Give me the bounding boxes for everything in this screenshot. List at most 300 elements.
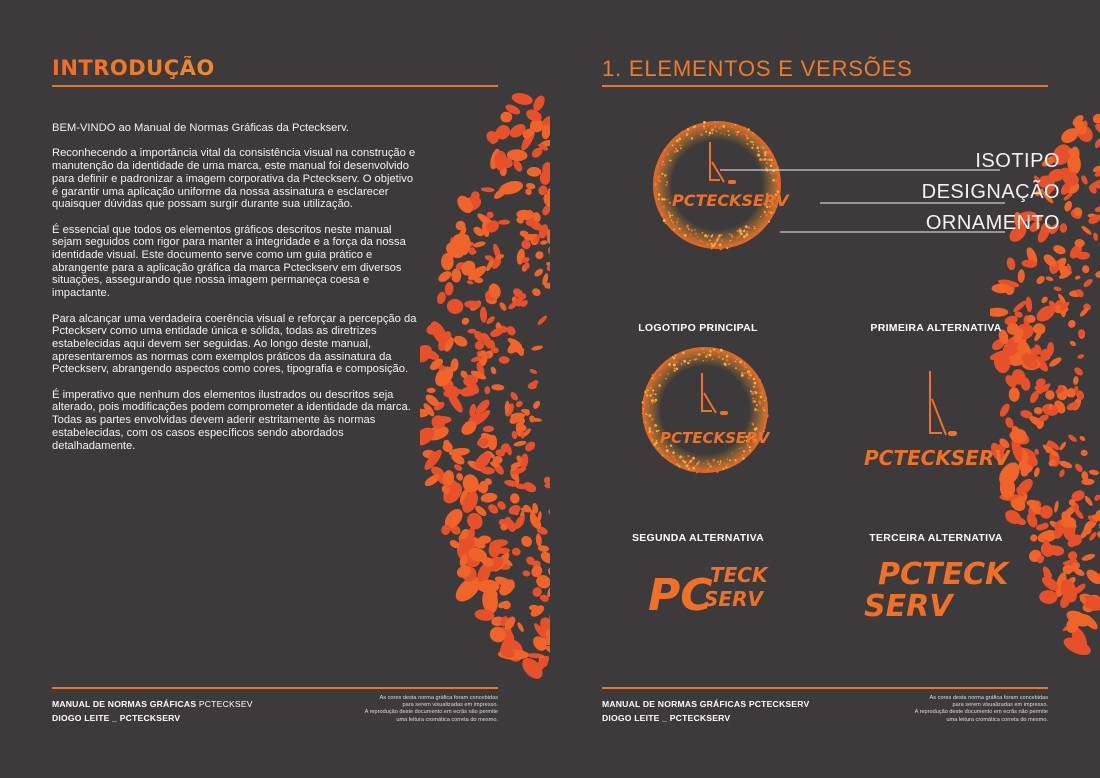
ornament-dot bbox=[990, 308, 1008, 317]
halo-dot bbox=[664, 149, 667, 152]
halo-dot bbox=[674, 141, 675, 142]
halo-dot bbox=[728, 363, 731, 366]
halo-dot bbox=[704, 234, 707, 237]
ornament-dot bbox=[532, 399, 542, 410]
halo-dot bbox=[770, 172, 772, 174]
halo-dot bbox=[711, 247, 713, 249]
halo-dot bbox=[678, 455, 679, 456]
halo-dot bbox=[654, 424, 657, 427]
halo-dot bbox=[716, 470, 719, 473]
halo-dot bbox=[731, 234, 733, 236]
ornament-dot bbox=[483, 425, 495, 432]
ornament-dot bbox=[452, 334, 469, 349]
halo-dot bbox=[753, 400, 755, 402]
footer-manual-label: MANUAL DE NORMAS GRÁFICAS PCTECKSERV bbox=[602, 699, 810, 709]
halo-dot bbox=[683, 360, 686, 363]
halo-dot bbox=[751, 141, 752, 142]
ornament-dot bbox=[1093, 121, 1100, 137]
halo-dot bbox=[692, 359, 693, 360]
ornament-dot bbox=[529, 368, 538, 375]
halo-dot bbox=[747, 128, 749, 130]
halo-dot bbox=[700, 463, 701, 464]
halo-dot bbox=[674, 361, 675, 362]
ornament-dot bbox=[519, 534, 534, 549]
halo-dot bbox=[721, 234, 723, 236]
halo-dot bbox=[721, 240, 723, 242]
halo-dot bbox=[710, 465, 711, 466]
footer-rule bbox=[602, 687, 1048, 689]
halo-dot bbox=[675, 225, 677, 227]
halo-dot bbox=[671, 220, 672, 221]
halo-dot bbox=[743, 127, 746, 130]
halo-dot bbox=[665, 175, 666, 176]
label-terceira-alternativa: TERCEIRA ALTERNATIVA bbox=[869, 532, 1003, 544]
halo-dot bbox=[754, 233, 756, 235]
halo-dot bbox=[739, 235, 741, 237]
halo-dot bbox=[705, 355, 707, 357]
halo-dot bbox=[659, 374, 661, 376]
halo-dot bbox=[744, 373, 745, 374]
halo-dot bbox=[665, 222, 667, 224]
halo-dot bbox=[760, 216, 761, 217]
halo-dot bbox=[715, 126, 716, 127]
halo-dot bbox=[669, 452, 670, 453]
logo-terceira-alternativa bbox=[862, 556, 1012, 624]
halo-dot bbox=[661, 375, 662, 376]
halo-dot bbox=[774, 163, 775, 164]
logo-serv-mark: SERV bbox=[864, 589, 953, 624]
halo-dot bbox=[670, 366, 671, 367]
halo-dot bbox=[666, 178, 667, 179]
halo-dot bbox=[772, 174, 773, 175]
ornament-dot bbox=[1033, 406, 1043, 415]
halo-dot bbox=[702, 348, 703, 349]
halo-dot bbox=[707, 462, 710, 465]
ornament-dot bbox=[1082, 265, 1090, 274]
note-line: para serem visualizadas em impresso. bbox=[952, 702, 1048, 709]
ornament-dot bbox=[466, 280, 474, 285]
ornament-dot bbox=[444, 282, 454, 296]
halo-dot bbox=[712, 459, 715, 462]
label-logo-principal: LOGOTIPO PRINCIPAL bbox=[638, 322, 758, 334]
halo-dot bbox=[658, 193, 661, 196]
halo-dot bbox=[645, 413, 647, 415]
halo-dot bbox=[667, 373, 669, 375]
halo-dot bbox=[738, 369, 739, 370]
halo-dot bbox=[718, 356, 721, 359]
halo-dot bbox=[766, 417, 767, 418]
halo-dot bbox=[729, 460, 731, 462]
ornament-dot bbox=[1074, 275, 1081, 280]
halo-dot bbox=[697, 236, 698, 237]
halo-dot bbox=[752, 423, 755, 426]
halo-dot bbox=[642, 413, 643, 414]
halo-dot bbox=[661, 173, 663, 175]
halo-dot bbox=[769, 154, 771, 156]
halo-dot bbox=[678, 141, 680, 143]
halo-dot bbox=[692, 458, 693, 459]
halo-dot bbox=[740, 232, 743, 235]
halo-dot bbox=[736, 359, 737, 360]
ornament-dot bbox=[501, 599, 513, 611]
halo-dot bbox=[652, 393, 654, 395]
halo-dot bbox=[657, 448, 658, 449]
dotted-arc-ornament bbox=[420, 85, 550, 685]
ornament-dot bbox=[535, 533, 542, 547]
ornament-dot bbox=[534, 250, 545, 261]
halo-dot bbox=[656, 440, 657, 441]
halo-dot bbox=[703, 352, 704, 353]
halo-dot bbox=[652, 389, 654, 391]
halo-dot bbox=[655, 186, 656, 187]
ornament-dot bbox=[1053, 286, 1062, 292]
halo-dot bbox=[756, 405, 758, 407]
halo-dot bbox=[709, 135, 710, 136]
halo-dot bbox=[681, 131, 683, 133]
ornament-dot bbox=[451, 269, 461, 283]
halo-dot bbox=[682, 145, 683, 146]
halo-dot bbox=[724, 134, 725, 135]
halo-dot bbox=[736, 237, 738, 239]
intro-paragraph: Reconhecendo a importância vital da consistência visual na construção e manutenção da identidade de uma marca, este manual foi desenvolvido para definir e padronizar a imagem corporativa da Pcteckserv. O objetivo é garantir uma aplicação uniforme da nossa assinatura e esclarecer quaisquer dúvidas que possam surgir durante sua utilização. bbox=[52, 147, 416, 211]
halo-dot bbox=[657, 175, 660, 178]
ornament-dot bbox=[531, 345, 543, 352]
halo-dot bbox=[725, 466, 727, 468]
halo-dot bbox=[762, 406, 765, 409]
logo-wordmark: PCTECKSERV bbox=[864, 446, 1010, 470]
logo-principal bbox=[640, 345, 770, 475]
halo-dot bbox=[758, 151, 760, 153]
halo-dot bbox=[735, 131, 737, 133]
ornament-dot bbox=[1073, 376, 1079, 385]
ornament-dot bbox=[1008, 387, 1020, 402]
halo-dot bbox=[743, 235, 746, 238]
halo-dot bbox=[771, 162, 773, 164]
ornament-dot bbox=[1077, 353, 1085, 359]
halo-dot bbox=[647, 414, 648, 415]
halo-dot bbox=[764, 154, 766, 156]
halo-dot bbox=[695, 358, 697, 360]
ornament-dot bbox=[1067, 433, 1078, 443]
halo-dot bbox=[647, 389, 649, 391]
halo-dot bbox=[694, 229, 696, 231]
halo-dot bbox=[726, 355, 729, 358]
halo-dot bbox=[739, 230, 742, 233]
halo-dot bbox=[771, 159, 773, 161]
halo-dot bbox=[651, 418, 654, 421]
halo-dot bbox=[676, 221, 678, 223]
halo-dot bbox=[664, 180, 665, 181]
halo-dot bbox=[761, 223, 763, 225]
halo-dot bbox=[649, 429, 651, 431]
halo-dot bbox=[671, 144, 672, 145]
halo-dot bbox=[695, 466, 696, 467]
ornament-dot bbox=[1083, 495, 1094, 507]
halo-dot bbox=[698, 354, 700, 356]
halo-dot bbox=[703, 121, 706, 124]
ornament-dot bbox=[1094, 205, 1100, 213]
halo-dot bbox=[705, 131, 707, 133]
halo-dot bbox=[687, 362, 689, 364]
halo-dot bbox=[712, 358, 714, 360]
halo-dot bbox=[676, 368, 679, 371]
ornament-dot bbox=[1094, 138, 1100, 149]
footer-print-note bbox=[278, 695, 498, 724]
halo-dot bbox=[748, 373, 750, 375]
intro-body bbox=[52, 122, 420, 465]
halo-dot bbox=[673, 455, 676, 458]
halo-dot bbox=[766, 397, 767, 398]
elements-title: 1. ELEMENTOS E VERSÕES bbox=[602, 56, 913, 81]
halo-dot bbox=[776, 167, 779, 170]
ornament-dot bbox=[508, 492, 521, 505]
ornament-dot bbox=[498, 301, 508, 312]
halo-dot bbox=[670, 141, 672, 143]
halo-dot bbox=[745, 225, 748, 228]
halo-dot bbox=[645, 390, 647, 392]
halo-dot bbox=[754, 382, 757, 385]
halo-dot bbox=[649, 414, 652, 417]
halo-dot bbox=[674, 370, 676, 372]
note-line: A reprodução deste documento em ecrãs não permite bbox=[364, 709, 498, 716]
halo-dot bbox=[758, 379, 760, 381]
halo-dot bbox=[672, 451, 675, 454]
halo-dot bbox=[686, 132, 687, 133]
halo-dot bbox=[694, 238, 695, 239]
ornament-dot bbox=[436, 269, 453, 284]
halo-dot bbox=[752, 132, 754, 134]
halo-dot bbox=[673, 228, 675, 230]
footer-rule bbox=[52, 687, 498, 689]
halo-dot bbox=[688, 462, 690, 464]
halo-dot bbox=[677, 218, 679, 220]
halo-dot bbox=[732, 453, 733, 454]
halo-dot bbox=[672, 215, 673, 216]
ornament-dot bbox=[1092, 232, 1098, 241]
halo-dot bbox=[720, 465, 722, 467]
ornament-dot bbox=[513, 440, 527, 447]
halo-dot bbox=[695, 233, 696, 234]
ornament-dot bbox=[1069, 340, 1077, 347]
ornament-dot bbox=[473, 240, 487, 248]
halo-dot bbox=[773, 162, 774, 163]
footer-credits bbox=[602, 697, 809, 725]
halo-dot bbox=[749, 449, 751, 451]
ornament-dot bbox=[1080, 449, 1088, 456]
halo-dot bbox=[674, 151, 677, 154]
ornament-dot bbox=[522, 570, 531, 577]
halo-dot bbox=[754, 228, 756, 230]
halo-dot bbox=[687, 128, 690, 131]
halo-dot bbox=[720, 462, 722, 464]
halo-dot bbox=[688, 469, 689, 470]
halo-dot bbox=[717, 351, 719, 353]
ornament-dot bbox=[1058, 469, 1066, 478]
halo-dot bbox=[679, 456, 682, 459]
halo-dot bbox=[711, 243, 713, 245]
halo-dot bbox=[652, 402, 654, 404]
halo-dot bbox=[661, 214, 662, 215]
halo-dot bbox=[765, 214, 768, 217]
halo-dot bbox=[680, 148, 682, 150]
ornament-dot bbox=[540, 240, 548, 246]
halo-dot bbox=[719, 247, 722, 250]
halo-dot bbox=[664, 164, 666, 166]
halo-dot bbox=[661, 160, 663, 162]
ornament-dot bbox=[1081, 552, 1096, 562]
halo-dot bbox=[772, 179, 775, 182]
halo-dot bbox=[679, 228, 681, 230]
isotipo-mouse bbox=[728, 180, 736, 184]
halo-dot bbox=[751, 392, 754, 395]
footer-credits bbox=[52, 697, 253, 725]
halo-dot bbox=[667, 456, 668, 457]
ornament-dot bbox=[1059, 223, 1068, 233]
ornament-dot bbox=[1035, 274, 1046, 285]
halo-dot bbox=[765, 211, 766, 212]
ornament-dot bbox=[446, 297, 465, 315]
logo-segunda-alternativa bbox=[646, 560, 796, 620]
ornament-dot bbox=[1073, 462, 1084, 473]
halo-dot bbox=[735, 361, 737, 363]
halo-dot bbox=[709, 354, 712, 357]
halo-dot bbox=[676, 140, 679, 143]
halo-dot bbox=[669, 216, 671, 218]
halo-dot bbox=[762, 391, 764, 393]
halo-dot bbox=[752, 398, 753, 399]
halo-dot bbox=[669, 202, 671, 204]
halo-dot bbox=[728, 134, 730, 136]
halo-dot bbox=[773, 212, 774, 213]
halo-dot bbox=[668, 159, 669, 160]
halo-dot bbox=[711, 132, 713, 134]
ornament-dot bbox=[1040, 295, 1049, 304]
halo-dot bbox=[711, 245, 713, 247]
ornament-dot bbox=[498, 219, 510, 225]
footer-author: DIOGO LEITE _ PCTECKSERV bbox=[52, 713, 181, 723]
halo-dot bbox=[746, 231, 749, 234]
halo-dot bbox=[753, 144, 754, 145]
halo-dot bbox=[655, 442, 658, 445]
halo-dot bbox=[710, 127, 713, 130]
halo-dot bbox=[673, 363, 676, 366]
halo-dot bbox=[688, 228, 690, 230]
halo-dot bbox=[657, 433, 658, 434]
halo-dot bbox=[658, 198, 660, 200]
halo-dot bbox=[652, 432, 654, 434]
ornament-dot bbox=[1096, 530, 1100, 540]
ornament-dot bbox=[1067, 319, 1077, 329]
halo-dot bbox=[715, 468, 716, 469]
halo-dot bbox=[727, 458, 729, 460]
halo-dot bbox=[653, 176, 656, 179]
halo-dot bbox=[764, 400, 766, 402]
halo-dot bbox=[759, 403, 761, 405]
logo-serv-mark: SERV bbox=[704, 587, 763, 611]
halo-dot bbox=[766, 414, 769, 417]
ornament-circle bbox=[653, 121, 781, 249]
halo-dot bbox=[739, 448, 740, 449]
ornament-dot bbox=[1079, 435, 1087, 442]
halo-dot bbox=[709, 350, 711, 352]
logo-pcteck-mark: PCTECK bbox=[878, 557, 1009, 592]
halo-dot bbox=[662, 155, 664, 157]
halo-dot bbox=[659, 368, 661, 370]
halo-dot bbox=[650, 387, 651, 388]
halo-dot bbox=[706, 460, 708, 462]
ornament-dot bbox=[498, 356, 510, 364]
halo-dot bbox=[741, 447, 742, 448]
halo-dot bbox=[678, 134, 681, 137]
halo-dot bbox=[649, 433, 652, 436]
halo-dot bbox=[662, 206, 665, 209]
halo-dot bbox=[666, 185, 668, 187]
halo-dot bbox=[761, 158, 764, 161]
ornament-dot bbox=[1093, 493, 1100, 502]
halo-dot bbox=[743, 230, 745, 232]
halo-dot bbox=[775, 180, 777, 182]
halo-dot bbox=[721, 125, 723, 127]
halo-dot bbox=[669, 215, 671, 217]
ornament-dot bbox=[484, 386, 490, 394]
halo-dot bbox=[730, 240, 732, 242]
label-segunda-alternativa: SEGUNDA ALTERNATIVA bbox=[631, 532, 765, 544]
intro-paragraph: Para alcançar uma verdadeira coerência visual e reforçar a percepção da Pcteckserv como uma entidade única e sólida, todas as diretrizes estabelecidas aqui devem ser seguidas. Ao longo deste manual, apresentaremos as normas com exemplos práticos da assinatura da Pcteckserv, abrangendo aspectos como cores, tipografia e composição. bbox=[52, 312, 417, 376]
halo-dot bbox=[703, 125, 705, 127]
halo-dot bbox=[764, 393, 765, 394]
halo-dot bbox=[666, 449, 669, 452]
halo-dot bbox=[651, 399, 654, 402]
halo-dot bbox=[714, 354, 715, 355]
halo-dot bbox=[673, 357, 676, 360]
halo-dot bbox=[746, 135, 748, 137]
halo-dot bbox=[684, 461, 687, 464]
halo-dot bbox=[691, 137, 693, 139]
halo-dot bbox=[682, 460, 684, 462]
halo-dot bbox=[658, 384, 661, 387]
halo-dot bbox=[656, 430, 658, 432]
footer-author: DIOGO LEITE _ PCTECKSERV bbox=[602, 713, 731, 723]
halo-dot bbox=[754, 226, 755, 227]
label-ornamento: ORNAMENTO bbox=[925, 212, 1060, 234]
ornament-dot bbox=[480, 306, 488, 323]
ornament-dot bbox=[515, 399, 524, 408]
halo-dot bbox=[737, 131, 739, 133]
halo-dot bbox=[735, 367, 737, 369]
halo-dot bbox=[741, 374, 744, 377]
halo-dot bbox=[739, 361, 742, 364]
halo-dot bbox=[703, 127, 705, 129]
ornament-dot bbox=[1091, 112, 1100, 126]
elements-page bbox=[550, 0, 1100, 778]
ornament-dot bbox=[1012, 299, 1028, 314]
halo-dot bbox=[753, 135, 755, 137]
halo-dot bbox=[668, 363, 671, 366]
halo-dot bbox=[759, 392, 761, 394]
halo-dot bbox=[763, 414, 765, 416]
halo-dot bbox=[748, 377, 749, 378]
ornament-dot bbox=[1088, 469, 1099, 476]
ornament-dot bbox=[1073, 366, 1085, 377]
halo-dot bbox=[662, 455, 664, 457]
note-line: uma leitura cromática correta do mesmo. bbox=[396, 716, 498, 723]
halo-dot bbox=[717, 461, 719, 463]
halo-dot bbox=[730, 244, 733, 247]
halo-dot bbox=[763, 152, 764, 153]
note-line: para serem visualizadas em impresso. bbox=[402, 702, 498, 709]
halo-dot bbox=[735, 124, 737, 126]
halo-dot bbox=[711, 235, 713, 237]
